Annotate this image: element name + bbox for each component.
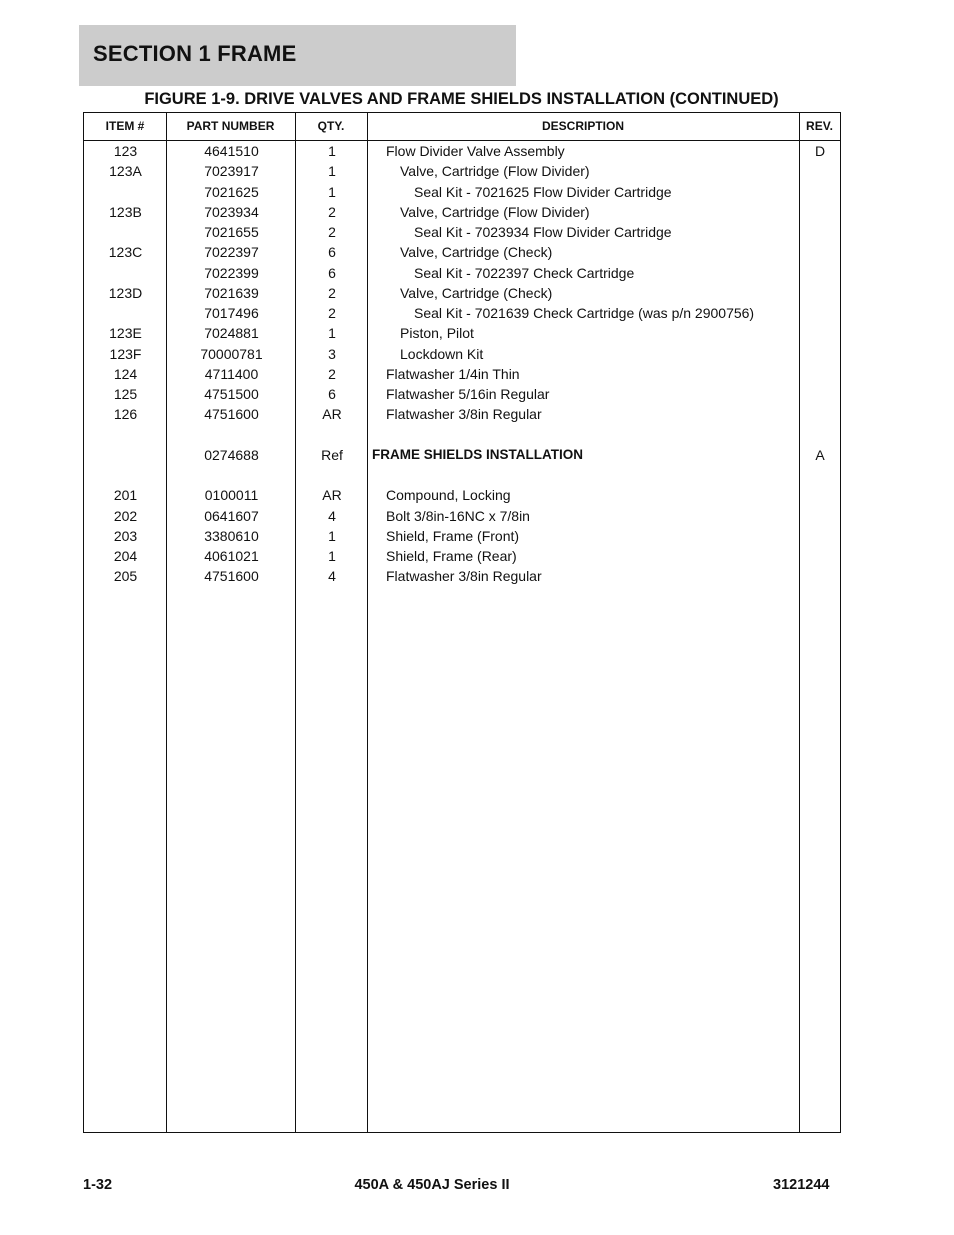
cell-revision [800,161,840,181]
cell-item-number: 201 [113,487,138,504]
cell-revision [800,283,840,303]
cell-item-number: 126 [113,406,138,423]
cell-item-number: 123A [109,163,142,180]
parts-table [83,112,841,1133]
table-row [84,546,840,566]
cell-quantity [296,425,368,445]
cell-revision: D [814,143,826,159]
cell-quantity: 1 [328,527,336,544]
cell-quantity: 6 [328,244,336,261]
cell-part-number: 7024881 [204,325,259,342]
table-row [84,242,840,262]
cell-quantity: 4 [328,507,336,524]
cell-quantity: 2 [328,203,336,220]
cell-quantity: 2 [328,224,336,240]
table-row [84,182,840,202]
cell-description: Compound, Locking [386,487,511,504]
cell-part-number: 7022399 [204,264,259,281]
cell-part-number: 0274688 [204,446,259,463]
cell-quantity: AR [322,487,342,504]
cell-item-number [84,222,167,242]
cell-part-number [167,425,296,445]
table-row [84,506,840,526]
cell-revision [800,202,840,222]
cell-revision [800,182,840,202]
cell-description: Seal Kit - 7022397 Check Cartridge [414,264,635,281]
cell-revision [800,566,840,586]
cell-revision: A [815,446,825,463]
table-row [84,202,840,222]
header-part-number: PART NUMBER [186,119,275,133]
cell-part-number: 3380610 [204,527,259,544]
cell-part-number: 7021639 [204,284,259,301]
cell-quantity: AR [322,406,342,423]
cell-description: Lockdown Kit [400,345,484,362]
header-rev: REV. [806,119,833,133]
cell-quantity: 4 [328,568,336,585]
cell-part-number: 4751500 [204,386,259,402]
cell-item-number [84,465,167,485]
table-row [84,526,840,546]
cell-description: Bolt 3/8in-16NC x 7/8in [386,507,530,524]
cell-quantity: 6 [328,386,336,402]
cell-part-number: 4751600 [204,568,259,585]
cell-description: Flow Divider Valve Assembly [386,143,565,159]
cell-revision [800,526,840,546]
table-row [84,404,840,424]
cell-item-number: 204 [113,548,138,564]
cell-revision [800,425,840,445]
cell-description: Flatwasher 3/8in Regular [386,406,542,423]
table-row [84,344,840,364]
table-row [84,485,840,505]
cell-part-number: 7021625 [204,183,259,200]
cell-item-number: 123B [109,203,142,220]
cell-quantity: 6 [328,264,336,281]
cell-part-number: 7021655 [204,224,259,240]
cell-part-number: 70000781 [200,345,263,362]
cell-quantity: 1 [328,548,336,564]
cell-revision [800,506,840,526]
cell-quantity: 2 [328,284,336,301]
cell-item-number [84,182,167,202]
cell-revision [800,485,840,505]
cell-description: Shield, Frame (Front) [386,527,520,544]
cell-part-number: 0100011 [204,487,259,504]
table-row [84,303,840,323]
table-row [84,283,840,303]
cell-item-number [84,425,167,445]
cell-part-number: 7022397 [204,244,259,261]
section-title: SECTION 1 FRAME [93,41,297,66]
table-row [84,222,840,242]
cell-description: Valve, Cartridge (Check) [400,244,553,261]
cell-item-number: 123F [109,345,142,362]
page-number: 1-32 [83,1177,113,1193]
cell-item-number: 123C [108,244,143,261]
cell-description [369,465,816,485]
cell-item-number [84,263,167,283]
cell-description [369,425,816,445]
cell-revision [800,546,840,566]
model-name: 450A & 450AJ Series II [354,1177,510,1193]
cell-description: Piston, Pilot [400,325,474,342]
section-banner [79,25,516,86]
table-row [84,323,840,343]
cell-revision [800,242,840,262]
cell-revision [800,323,840,343]
cell-item-number: 202 [113,507,138,524]
cell-quantity: 1 [328,325,336,342]
cell-description: Shield, Frame (Rear) [386,548,517,564]
cell-part-number: 7023934 [204,203,259,220]
cell-quantity: 1 [328,183,336,200]
table-row [84,566,840,586]
cell-description: Flatwasher 5/16in Regular [386,386,550,402]
header-qty: QTY. [317,119,345,133]
cell-revision [800,344,840,364]
cell-description: Valve, Cartridge (Flow Divider) [400,163,590,180]
cell-item-number: 205 [113,568,138,585]
table-row [84,364,840,384]
cell-description: Seal Kit - 7023934 Flow Divider Cartridge [414,224,672,240]
cell-revision [800,465,840,485]
table-row [84,384,840,404]
cell-part-number: 4751600 [204,406,259,423]
cell-description: Seal Kit - 7021639 Check Cartridge (was p/n 2900756) [414,305,755,321]
cell-item-number [84,303,167,323]
cell-quantity [296,465,368,485]
cell-part-number: 4641510 [204,143,259,159]
cell-item-number: 124 [113,365,138,382]
cell-revision [800,263,840,283]
figure-title: FIGURE 1-9. DRIVE VALVES AND FRAME SHIELDS INSTALLATION (CONTINUED) [144,90,779,108]
cell-quantity: 1 [328,143,336,159]
cell-part-number: 4711400 [204,365,259,382]
cell-description: Flatwasher 3/8in Regular [386,568,542,585]
cell-description: Valve, Cartridge (Check) [400,284,553,301]
cell-part-number: 0641607 [204,507,259,524]
cell-quantity: 1 [328,163,336,180]
cell-quantity: 3 [328,345,336,362]
cell-revision [800,404,840,424]
table-row [84,161,840,181]
cell-description: FRAME SHIELDS INSTALLATION [372,446,583,462]
cell-revision [800,222,840,242]
table-row [84,263,840,283]
header-description: DESCRIPTION [541,119,624,133]
cell-quantity: Ref [321,446,343,463]
cell-item-number [84,445,167,465]
table-row [84,425,840,445]
cell-description: Flatwasher 1/4in Thin [386,365,520,382]
cell-revision [800,364,840,384]
cell-description: Valve, Cartridge (Flow Divider) [400,203,590,220]
cell-item-number: 125 [113,386,138,402]
cell-quantity: 2 [328,365,336,382]
table-row [84,465,840,485]
table-row [84,141,840,161]
cell-item-number: 123D [108,284,143,301]
cell-part-number: 4061021 [204,548,259,564]
cell-description: Seal Kit - 7021625 Flow Divider Cartridge [414,183,672,200]
document-number: 3121244 [773,1177,830,1193]
cell-quantity: 2 [328,305,336,321]
cell-item-number: 123E [109,325,142,342]
cell-part-number [167,465,296,485]
header-item: ITEM # [105,119,145,133]
cell-revision [800,303,840,323]
table-row [84,445,840,465]
cell-revision [800,384,840,404]
cell-part-number: 7017496 [204,305,259,321]
cell-item-number: 123 [113,143,138,159]
cell-item-number: 203 [113,527,138,544]
cell-part-number: 7023917 [204,163,259,180]
